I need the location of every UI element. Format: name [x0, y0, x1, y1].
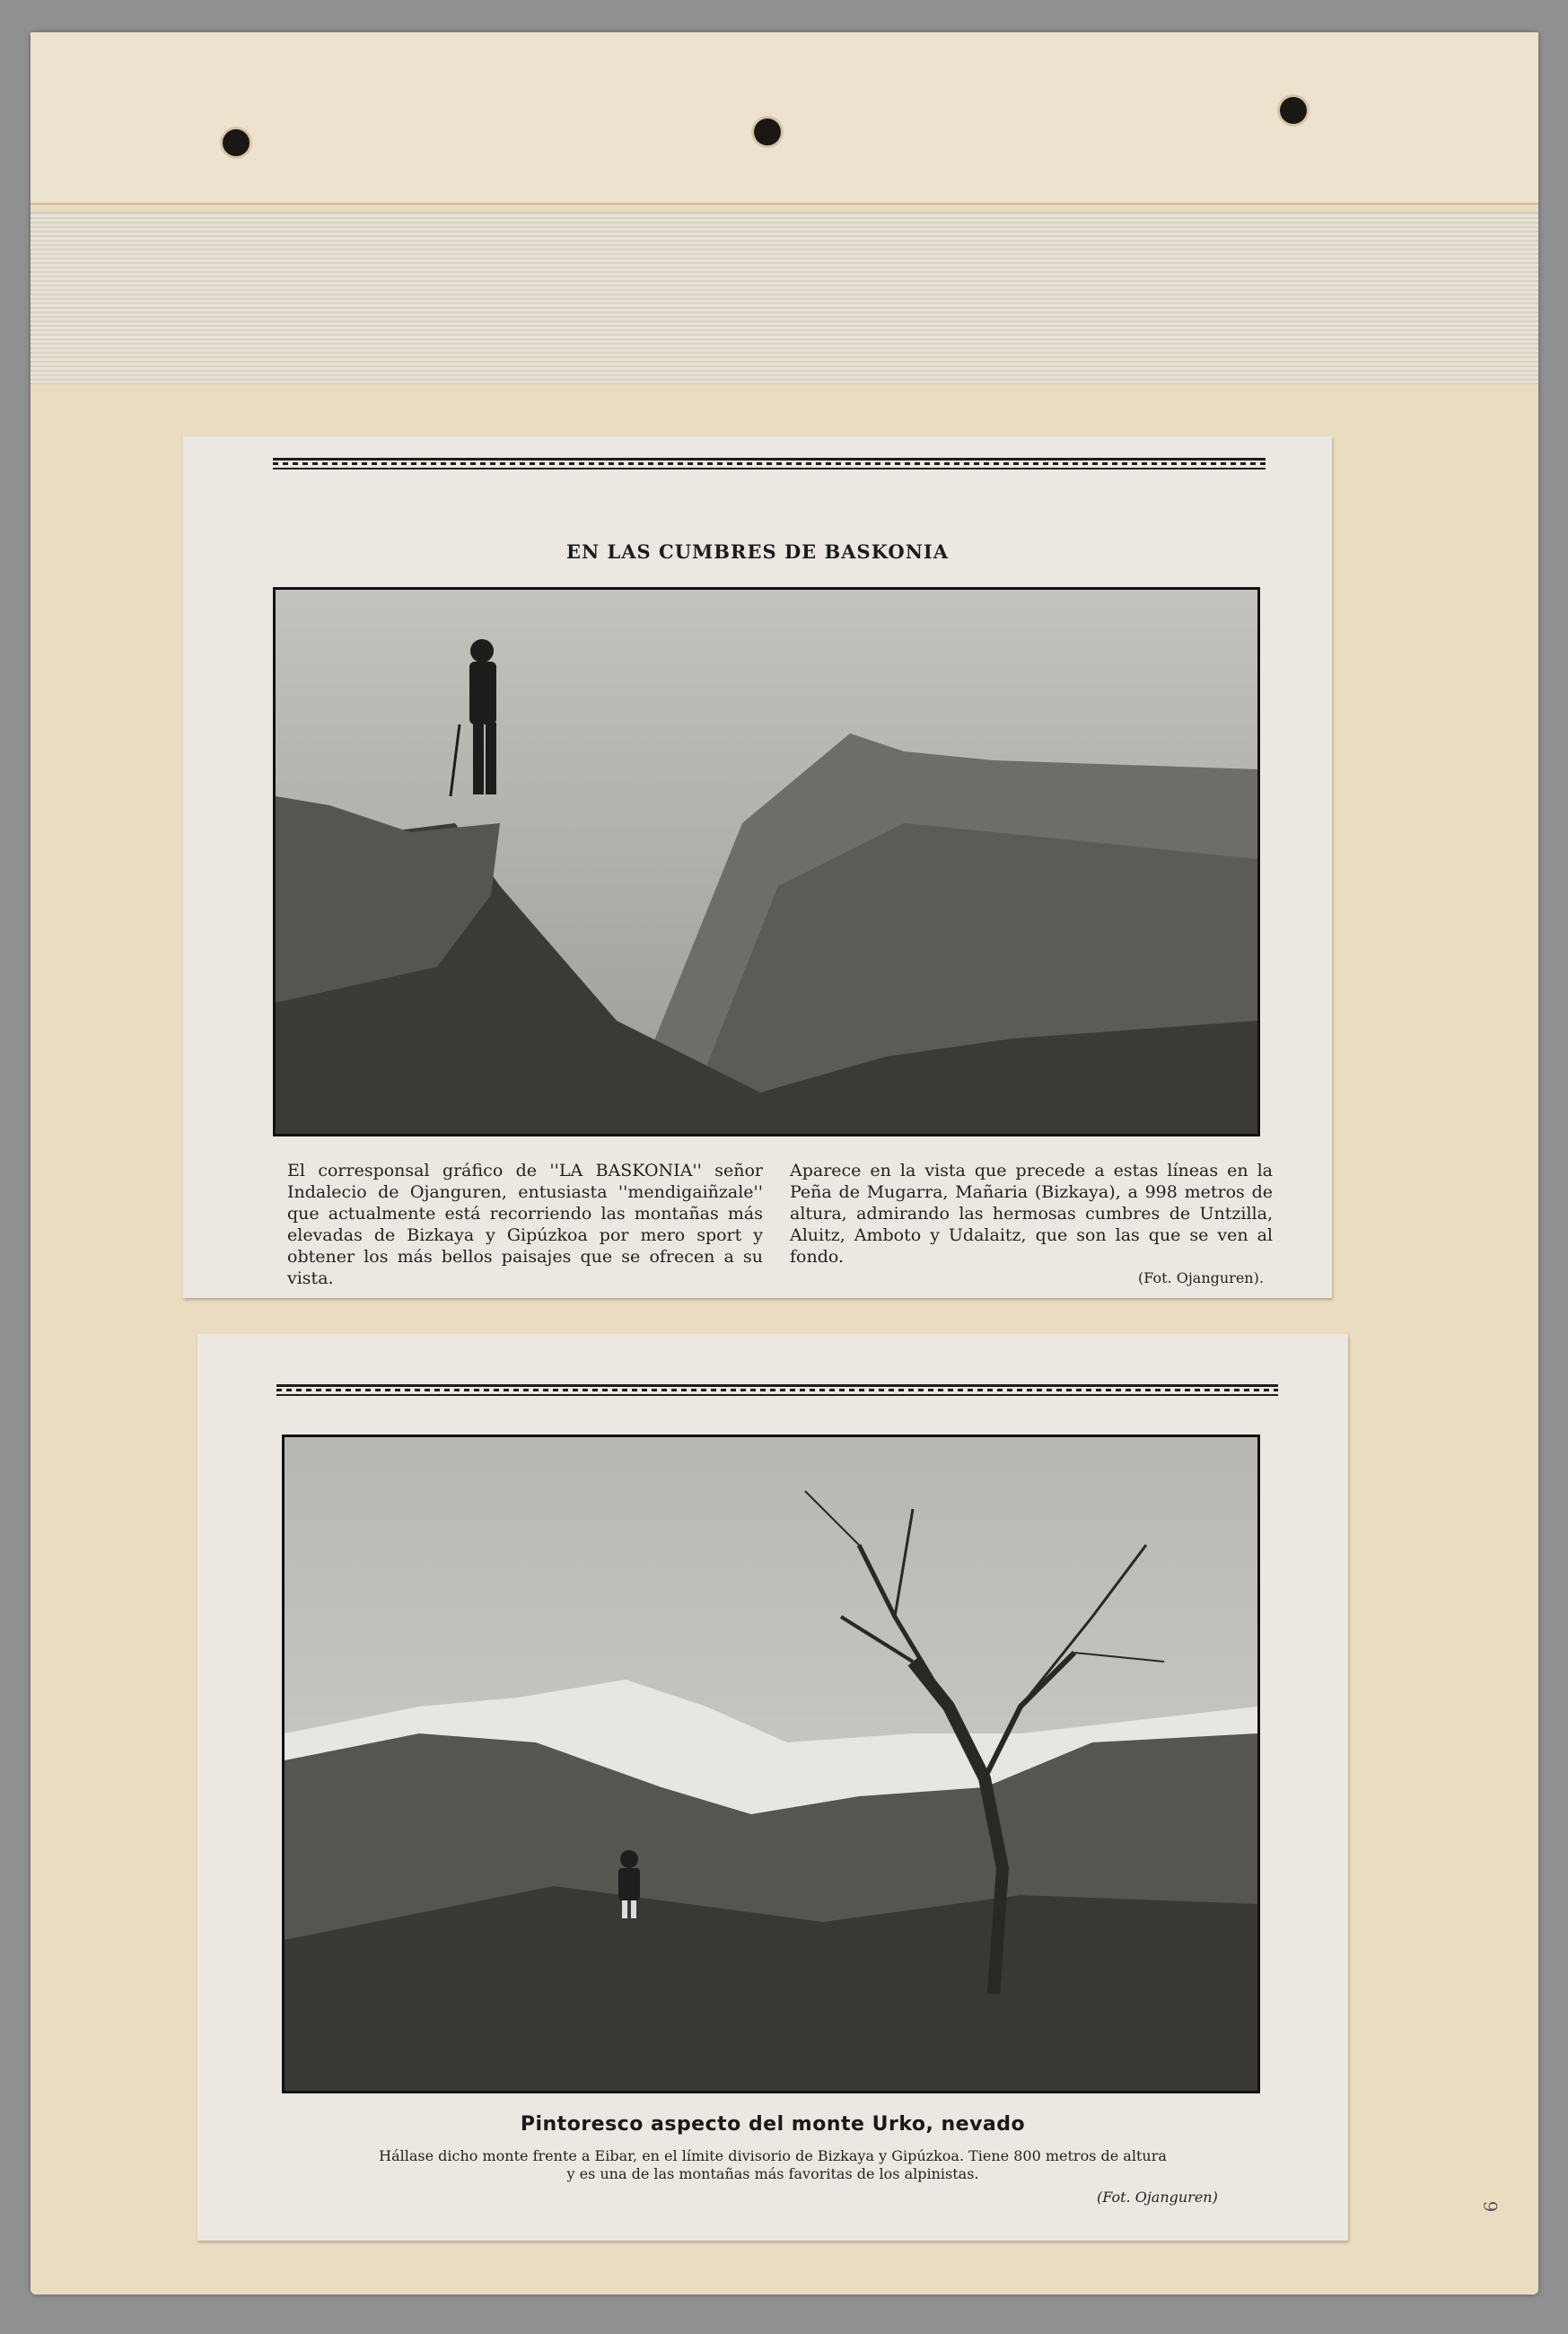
photo-hiker-on-summit	[273, 587, 1260, 1136]
article-column-left: El corresponsal gráfico de ''LA BASKONIA'' señor Indalecio de Ojanguren, entusiasta ''mendigaiñzale'' que actualmente está recorriendo las montañas más elevadas de Bizkaya y Gipúzkoa por mero sport y obtener los más bellos paisajes que se ofrecen a su vista.	[287, 1161, 763, 1288]
mountain-photo-image	[276, 590, 1257, 1134]
photo-caption-line-1: Hállase dicho monte frente a Eibar, en el límite divisorio de Bizkaya y Gipúzkoa. Tiene 800 metros de altura	[379, 2147, 1167, 2164]
newspaper-clipping-1	[183, 436, 1332, 1298]
photo-caption-line-2: y es una de las montañas más favoritas de los alpinistas.	[566, 2165, 979, 2182]
urko-landscape-image	[285, 1437, 1257, 2091]
binding-hole-right	[1280, 97, 1307, 124]
binding-hole-center	[754, 118, 781, 145]
article-column-right: Aparece en la vista que precede a estas líneas en la Peña de Mugarra, Mañaria (Bizkaya), a 998 metros de altura, admirando las hermosas cumbres de Untzilla, Aluitz, Amboto y Udalaitz, que son las que se ven al fondo.	[790, 1161, 1273, 1267]
article-title: EN LAS CUMBRES DE BASKONIA	[565, 540, 950, 563]
newspaper-clipping-2	[197, 1334, 1348, 2241]
decorative-rule	[273, 458, 1266, 469]
binding-hole-left	[223, 129, 250, 156]
scrapbook-page	[31, 32, 1538, 2295]
photo-credit: (Fot. Ojanguren).	[1138, 1269, 1264, 1286]
page-number: 9	[1479, 2200, 1502, 2213]
binding-tape	[31, 212, 1538, 384]
photo-caption-title: Pintoresco aspecto del monte Urko, nevado	[520, 2113, 1026, 2136]
decorative-rule	[276, 1384, 1278, 1396]
photo-credit: (Fot. Ojanguren)	[1097, 2189, 1218, 2206]
photo-monte-urko	[282, 1435, 1260, 2093]
binding-strip	[31, 32, 1538, 205]
